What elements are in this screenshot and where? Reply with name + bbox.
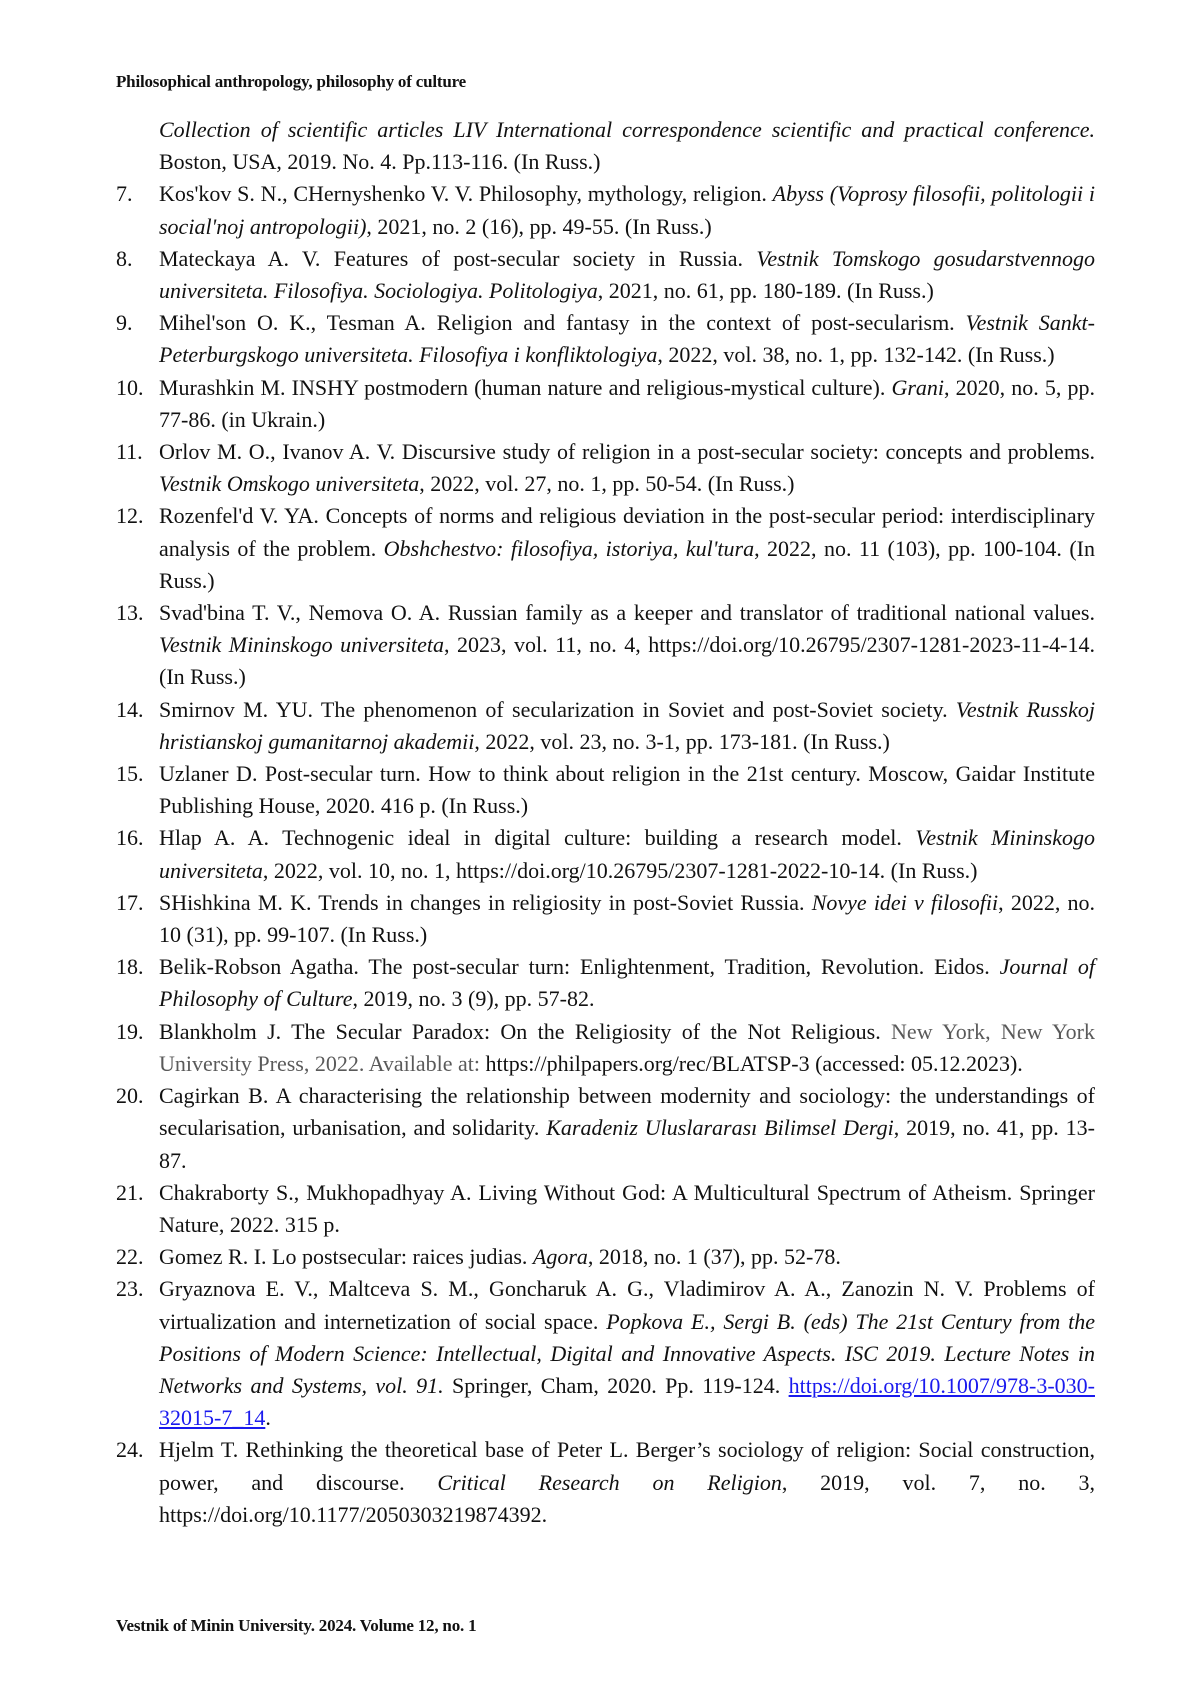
- reference-item: [159, 597, 1095, 694]
- reference-text: , 2022, vol. 38, no. 1, pp. 132-142. (In Russ.): [657, 342, 1054, 367]
- reference-source-title: Vestnik Omskogo universiteta: [159, 471, 419, 496]
- reference-text: Hlap A. A. Technogenic ideal in digital culture: building a research model.: [159, 825, 915, 850]
- reference-text: , 2022, no. 11 (103), pp. 100-104. (In Russ.): [159, 536, 1095, 593]
- reference-number: 9.: [116, 307, 133, 339]
- reference-item: [159, 436, 1095, 500]
- reference-source-title: Journal of Philosophy of Culture: [159, 954, 1095, 1011]
- reference-item: [159, 178, 1095, 242]
- doi-link[interactable]: https://doi.org/10.1007/978-3-030-32015-7_14: [159, 1373, 1095, 1430]
- reference-text: , 2021, no. 61, pp. 180-189. (In Russ.): [598, 278, 934, 303]
- reference-text: , 2019, vol. 7, no. 3, https://doi.org/10.1177/2050303219874392.: [159, 1470, 1095, 1527]
- reference-number: 7.: [116, 178, 133, 210]
- reference-item: [159, 822, 1095, 886]
- reference-number: 14.: [116, 694, 144, 726]
- reference-source-title: Vestnik Tomskogo gosudarstvennogo universiteta. Filosofiya. Sociologiya. Politologiya: [159, 246, 1095, 303]
- reference-number: 17.: [116, 887, 144, 919]
- reference-item: [159, 951, 1095, 1015]
- reference-item: [159, 1016, 1095, 1080]
- reference-text: Orlov M. O., Ivanov A. V. Discursive study of religion in a post-secular society: concepts and problems.: [159, 439, 1095, 464]
- reference-text: New York, New York University Press, 2022. Available at:: [159, 1019, 1095, 1076]
- reference-text: Uzlaner D. Post-secular turn. How to think about religion in the 21st century. Moscow, Gaidar Institute Publishing House, 2020. 416 p. (In Russ.): [159, 761, 1095, 818]
- reference-source-title: Vestnik Russkoj hristianskoj gumanitarnoj akademii: [159, 697, 1095, 754]
- reference-text: , 2019, no. 3 (9), pp. 57-82.: [353, 986, 595, 1011]
- reference-text: Rozenfel'd V. YA. Concepts of norms and religious deviation in the post-secular period: interdisciplinary analysis of the problem.: [159, 503, 1095, 560]
- reference-number: 20.: [116, 1080, 144, 1112]
- reference-text: , 2020, no. 5, pp. 77-86. (in Ukrain.): [159, 375, 1095, 432]
- reference-text: Boston, USA, 2019. No. 4. Pp.113-116. (In Russ.): [159, 149, 600, 174]
- reference-text: Cagirkan B. A characterising the relationship between modernity and sociology: the understandings of secularisation, urbanisation, and solidarity.: [159, 1083, 1095, 1140]
- reference-number: 16.: [116, 822, 144, 854]
- reference-text: Gryaznova E. V., Maltceva S. M., Goncharuk A. G., Vladimirov A. A., Zanozin N. V. Problems of virtualization and internetization of social space.: [159, 1276, 1095, 1333]
- running-header: Philosophical anthropology, philosophy of culture: [116, 72, 466, 92]
- reference-item: [159, 372, 1095, 436]
- reference-number: 24.: [116, 1434, 144, 1466]
- reference-text: Blankholm J. The Secular Paradox: On the Religiosity of the Not Religious.: [159, 1019, 891, 1044]
- reference-text: , 2023, vol. 11, no. 4, https://doi.org/10.26795/2307-1281-2023-11-4-14. (In Russ.): [159, 632, 1095, 689]
- reference-item: [159, 307, 1095, 371]
- reference-text: .: [265, 1405, 271, 1430]
- reference-text: , 2022, vol. 23, no. 3-1, pp. 173-181. (In Russ.): [474, 729, 890, 754]
- reference-source-title: Abyss (Voprosy filosofii, politologii i social'noj antropologii): [159, 181, 1095, 238]
- reference-item: [159, 1434, 1095, 1531]
- reference-source-title: Agora: [533, 1244, 588, 1269]
- reference-number: 19.: [116, 1016, 144, 1048]
- reference-item: [159, 758, 1095, 822]
- reference-item: [159, 887, 1095, 951]
- reference-text: Svad'bina T. V., Nemova O. A. Russian family as a keeper and translator of traditional national values.: [159, 600, 1095, 625]
- reference-text: , 2021, no. 2 (16), pp. 49-55. (In Russ.): [366, 214, 711, 239]
- reference-number: 10.: [116, 372, 144, 404]
- reference-text: , 2022, vol. 10, no. 1, https://doi.org/10.26795/2307-1281-2022-10-14. (In Russ.): [263, 858, 978, 883]
- reference-number: 23.: [116, 1273, 144, 1305]
- reference-text: Kos'kov S. N., CHernyshenko V. V. Philosophy, mythology, religion.: [159, 181, 773, 206]
- reference-source-title: Obshchestvo: filosofiya, istoriya, kul'tura: [384, 536, 754, 561]
- reference-list: [159, 114, 1095, 1531]
- reference-item: [159, 243, 1095, 307]
- reference-source-title: Vestnik Sankt-Peterburgskogo universiteta. Filosofiya i konfliktologiya: [159, 310, 1095, 367]
- reference-number: 11.: [116, 436, 143, 468]
- reference-item: [159, 1273, 1095, 1434]
- reference-text: , 2019, no. 41, pp. 13-87.: [159, 1115, 1095, 1172]
- reference-item: [159, 694, 1095, 758]
- reference-text: Belik-Robson Agatha. The post-secular turn: Enlightenment, Tradition, Revolution. Eidos.: [159, 954, 1000, 979]
- reference-source-title: Collection of scientific articles LIV International correspondence scientific and practical conference.: [159, 117, 1095, 142]
- reference-text: , 2022, no. 10 (31), pp. 99-107. (In Russ.): [159, 890, 1095, 947]
- reference-text: , 2022, vol. 27, no. 1, pp. 50-54. (In Russ.): [419, 471, 794, 496]
- reference-number: 22.: [116, 1241, 144, 1273]
- reference-item: [159, 1177, 1095, 1241]
- reference-item: [159, 114, 1095, 178]
- reference-text: Murashkin M. INSHY postmodern (human nature and religious-mystical culture).: [159, 375, 891, 400]
- reference-text: Chakraborty S., Mukhopadhyay A. Living Without God: A Multicultural Spectrum of Atheism. Springer Nature, 2022. 315 p.: [159, 1180, 1095, 1237]
- reference-source-title: Popkova E., Sergi B. (eds) The 21st Century from the Positions of Modern Science: Intellectual, Digital and Innovative Aspects. ISC 2019. Lecture Notes in Networks and Systems, vol. 91.: [159, 1309, 1095, 1398]
- reference-source-title: Grani: [891, 375, 944, 400]
- reference-number: 18.: [116, 951, 144, 983]
- reference-text: Gomez R. I. Lo postsecular: raices judias.: [159, 1244, 533, 1269]
- reference-source-title: Novye idei v filosofii: [812, 890, 998, 915]
- reference-text: Springer, Cham, 2020. Pp. 119-124.: [444, 1373, 789, 1398]
- reference-number: 15.: [116, 758, 144, 790]
- reference-item: [159, 500, 1095, 597]
- reference-number: 8.: [116, 243, 133, 275]
- reference-text: Smirnov M. YU. The phenomenon of secularization in Soviet and post-Soviet society.: [159, 697, 956, 722]
- reference-source-title: Vestnik Mininskogo universiteta: [159, 632, 444, 657]
- reference-source-title: Vestnik Mininskogo universiteta: [159, 825, 1095, 882]
- reference-item: [159, 1080, 1095, 1177]
- reference-number: 12.: [116, 500, 144, 532]
- reference-text: Mihel'son O. K., Tesman A. Religion and fantasy in the context of post-secularism.: [159, 310, 966, 335]
- reference-source-title: Karadeniz Uluslararası Bilimsel Dergi: [546, 1115, 893, 1140]
- running-footer: Vestnik of Minin University. 2024. Volume 12, no. 1: [116, 1616, 476, 1636]
- reference-number: 13.: [116, 597, 144, 629]
- reference-text: https://philpapers.org/rec/BLATSP-3 (accessed: 05.12.2023).: [480, 1051, 1023, 1076]
- reference-text: Mateckaya A. V. Features of post-secular society in Russia.: [159, 246, 756, 271]
- reference-number: 21.: [116, 1177, 144, 1209]
- reference-text: , 2018, no. 1 (37), pp. 52-78.: [588, 1244, 841, 1269]
- reference-item: [159, 1241, 1095, 1273]
- reference-source-title: Critical Research on Religion: [437, 1470, 781, 1495]
- reference-text: SHishkina M. K. Trends in changes in religiosity in post-Soviet Russia.: [159, 890, 812, 915]
- reference-text: Hjelm T. Rethinking the theoretical base of Peter L. Berger’s sociology of religion: Social construction, power, and discourse.: [159, 1437, 1095, 1494]
